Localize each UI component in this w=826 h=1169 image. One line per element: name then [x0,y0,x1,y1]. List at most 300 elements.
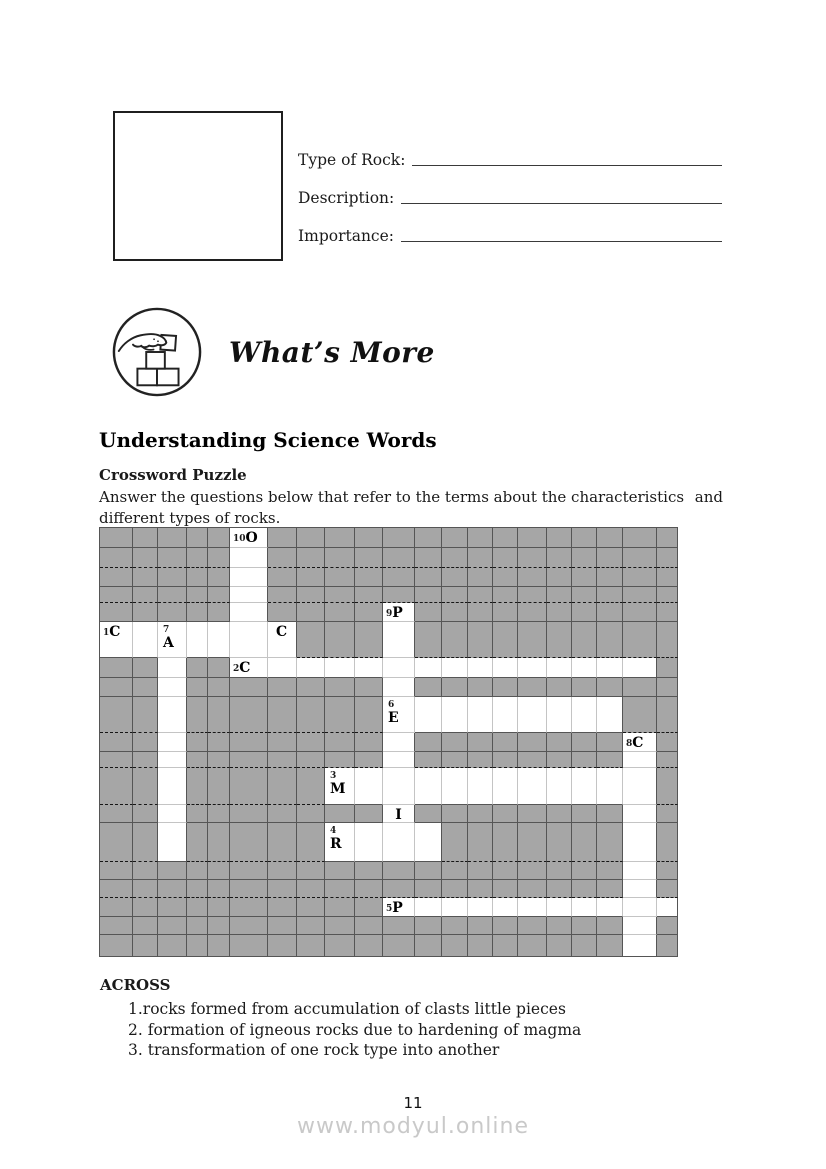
crossword-cell [518,603,547,622]
crossword-cell [297,548,325,568]
crossword-cell [187,768,208,805]
crossword-cell[interactable] [572,658,597,678]
crossword-cell [657,862,678,880]
crossword-cell [208,587,230,603]
crossword-cell [383,917,415,935]
crossword-cell [100,898,133,917]
crossword-cell[interactable] [547,697,572,733]
crossword-cell[interactable] [383,622,415,658]
crossword-cell [468,862,493,880]
crossword-cell [468,880,493,898]
crossword-cell [325,917,355,935]
crossword-cell [442,568,468,587]
crossword-cell [468,935,493,957]
crossword-cell [268,898,297,917]
crossword-cell[interactable] [230,587,268,603]
crossword-cell [442,880,468,898]
crossword-cell [415,733,442,752]
crossword-cell[interactable] [383,733,415,752]
crossword-cell [297,862,325,880]
crossword-cell [133,917,158,935]
crossword-cell [442,733,468,752]
crossword-cell[interactable] [230,528,268,548]
crossword-cell [297,898,325,917]
crossword-cell [208,603,230,622]
crossword-cell [597,733,623,752]
crossword-cell[interactable] [355,823,383,862]
crossword-cell [325,898,355,917]
crossword-cell [442,823,468,862]
crossword-cell [597,587,623,603]
crossword-cell[interactable] [383,768,415,805]
crossword-cell [268,528,297,548]
crossword-cell [657,678,678,697]
crossword-cell [442,862,468,880]
crossword-cell [468,528,493,548]
clue-number: 8 [626,739,633,749]
crossword-cell [355,880,383,898]
crossword-cell[interactable] [518,768,547,805]
crossword-cell [415,568,442,587]
crossword-cell[interactable] [415,768,442,805]
crossword-cell [572,587,597,603]
crossword-cell[interactable] [623,862,657,880]
crossword-cell [208,898,230,917]
crossword-cell[interactable] [547,768,572,805]
crossword-cell [518,862,547,880]
crossword-cell[interactable] [518,697,547,733]
crossword-cell [133,768,158,805]
crossword-cell[interactable] [325,823,355,862]
crossword-cell [297,697,325,733]
crossword-cell[interactable] [623,823,657,862]
crossword-cell[interactable] [442,768,468,805]
crossword-cell [468,805,493,823]
crossword-cell[interactable] [623,752,657,768]
hint-letter: C [276,624,288,640]
crossword-cell[interactable] [623,768,657,805]
crossword-cell [187,752,208,768]
crossword-cell[interactable] [230,658,268,678]
crossword-cell[interactable] [623,917,657,935]
crossword-cell [208,823,230,862]
crossword-cell[interactable] [268,622,297,658]
crossword-cell [493,622,518,658]
crossword-cell[interactable] [468,898,493,917]
across-title: ACROSS [100,976,171,994]
crossword-cell[interactable] [158,658,187,678]
crossword-cell[interactable] [623,658,657,678]
crossword-cell [415,935,442,957]
crossword-cell [100,568,133,587]
crossword-cell [133,603,158,622]
crossword-cell [493,548,518,568]
page-number: 11 [403,1094,423,1112]
crossword-cell [547,823,572,862]
crossword-cell [657,548,678,568]
field-blank-line[interactable] [401,202,722,204]
crossword-cell[interactable] [383,823,415,862]
crossword-cell[interactable] [230,603,268,622]
crossword-cell [187,805,208,823]
across-clue-1: 1.rocks formed from accumulation of clasts little pieces [128,1000,566,1018]
crossword-cell [187,587,208,603]
crossword-cell [355,568,383,587]
crossword-cell [572,678,597,697]
crossword-cell [572,528,597,548]
crossword-cell[interactable] [158,823,187,862]
crossword-cell [623,678,657,697]
crossword-cell [230,935,268,957]
crossword-cell [187,697,208,733]
crossword-cell [623,603,657,622]
crossword-cell [133,528,158,548]
crossword-cell[interactable] [623,880,657,898]
crossword-cell [415,622,442,658]
crossword-cell[interactable] [133,622,158,658]
crossword-cell [468,587,493,603]
crossword-cell[interactable] [158,678,187,697]
crossword-cell[interactable] [468,658,493,678]
crossword-cell[interactable] [230,548,268,568]
clue-number: 1 [103,628,110,638]
crossword-cell [100,862,133,880]
crossword-cell [657,880,678,898]
page-heading: Understanding Science Words [99,428,437,452]
crossword-cell [493,678,518,697]
crossword-cell[interactable] [518,658,547,678]
crossword-cell [208,568,230,587]
crossword-cell [355,587,383,603]
crossword-cell [230,823,268,862]
crossword-cell [355,898,383,917]
crossword-cell [208,528,230,548]
crossword-cell [325,548,355,568]
crossword-cell[interactable] [208,622,230,658]
crossword-cell [208,697,230,733]
crossword-cell [268,917,297,935]
crossword-cell[interactable] [468,697,493,733]
crossword-cell [623,548,657,568]
crossword-cell [325,697,355,733]
crossword-cell [100,528,133,548]
crossword-cell [187,823,208,862]
field-description [298,171,722,209]
crossword-cell [493,880,518,898]
crossword-cell [415,805,442,823]
crossword-cell[interactable] [442,697,468,733]
crossword-cell[interactable] [383,658,415,678]
crossword-cell [187,880,208,898]
instructions-line1 [99,487,723,508]
crossword-cell[interactable] [187,622,208,658]
crossword-cell [268,862,297,880]
crossword-cell [208,917,230,935]
crossword-cell[interactable] [415,697,442,733]
crossword-cell [442,622,468,658]
crossword-cell [297,805,325,823]
crossword-cell[interactable] [158,768,187,805]
crossword-cell[interactable] [230,622,268,658]
crossword-cell [297,528,325,548]
crossword-cell [623,622,657,658]
crossword-cell [133,898,158,917]
crossword-cell[interactable] [657,898,678,917]
crossword-cell [657,768,678,805]
crossword-cell [325,733,355,752]
crossword-cell [493,603,518,622]
crossword-cell[interactable] [518,898,547,917]
crossword-cell[interactable] [268,658,297,678]
crossword-cell [297,752,325,768]
crossword-cell [230,697,268,733]
crossword-cell[interactable] [415,898,442,917]
crossword-cell [325,528,355,548]
crossword-cell [442,548,468,568]
crossword-cell [355,528,383,548]
crossword-cell [493,823,518,862]
crossword-cell [572,823,597,862]
crossword-cell[interactable] [623,898,657,917]
crossword-cell [100,658,133,678]
crossword-cell [325,880,355,898]
crossword-cell [442,603,468,622]
crossword-cell[interactable] [597,697,623,733]
clue-number: 7 [163,625,170,635]
crossword-cell[interactable] [572,898,597,917]
crossword-cell [547,548,572,568]
crossword-cell[interactable] [468,768,493,805]
field-blank-line[interactable] [401,240,722,242]
crossword-cell [100,917,133,935]
crossword-cell [383,862,415,880]
crossword-cell[interactable] [493,697,518,733]
crossword-cell [442,587,468,603]
crossword-cell [623,528,657,548]
crossword-cell[interactable] [158,733,187,752]
crossword-cell[interactable] [355,658,383,678]
crossword-cell [158,603,187,622]
crossword-cell[interactable] [623,733,657,752]
crossword-cell[interactable] [158,622,187,658]
crossword-cell[interactable] [415,658,442,678]
crossword-cell[interactable] [493,658,518,678]
crossword-cell [133,880,158,898]
crossword-cell [187,603,208,622]
crossword-cell [158,548,187,568]
clue-number: 3 [330,771,337,781]
crossword-cell[interactable] [597,768,623,805]
crossword-cell [100,752,133,768]
crossword-cell [158,880,187,898]
rock-image-box [113,111,283,261]
crossword-cell [468,548,493,568]
crossword-cell[interactable] [547,898,572,917]
crossword-cell [415,752,442,768]
crossword-cell [133,658,158,678]
crossword-cell [657,823,678,862]
crossword-cell [597,678,623,697]
crossword-grid [99,527,678,957]
crossword-cell [547,622,572,658]
crossword-cell[interactable] [597,898,623,917]
crossword-cell [133,678,158,697]
crossword-cell[interactable] [325,658,355,678]
crossword-cell[interactable] [547,658,572,678]
crossword-cell [547,678,572,697]
hint-letter: O [245,530,258,546]
crossword-cell [383,548,415,568]
crossword-cell [268,678,297,697]
crossword-cell[interactable] [158,697,187,733]
crossword-cell [518,548,547,568]
crossword-cell [268,880,297,898]
crossword-cell [268,587,297,603]
crossword-cell[interactable] [442,898,468,917]
clue-number: 10 [233,534,246,544]
crossword-cell [133,697,158,733]
crossword-cell [468,568,493,587]
crossword-cell [208,935,230,957]
crossword-cell [158,917,187,935]
crossword-cell [623,587,657,603]
crossword-cell [268,768,297,805]
crossword-cell [297,568,325,587]
crossword-cell [355,862,383,880]
crossword-cell [415,917,442,935]
crossword-cell[interactable] [493,768,518,805]
crossword-cell [415,587,442,603]
crossword-cell [297,768,325,805]
crossword-subheading: Crossword Puzzle [99,466,247,484]
crossword-cell [355,548,383,568]
crossword-cell [657,733,678,752]
crossword-cell [133,935,158,957]
crossword-cell [158,587,187,603]
crossword-cell [355,733,383,752]
crossword-cell [468,622,493,658]
crossword-cell[interactable] [230,568,268,587]
hint-letter: M [330,781,346,797]
crossword-cell [547,603,572,622]
crossword-cell [158,862,187,880]
hint-letter: E [388,710,399,726]
crossword-cell [355,935,383,957]
crossword-cell [133,568,158,587]
crossword-cell[interactable] [158,805,187,823]
crossword-cell[interactable] [442,658,468,678]
crossword-cell [657,658,678,678]
crossword-cell[interactable] [383,678,415,697]
crossword-cell [187,862,208,880]
crossword-cell[interactable] [383,697,415,733]
crossword-cell [623,697,657,733]
crossword-cell [442,678,468,697]
crossword-cell[interactable] [623,805,657,823]
crossword-cell [657,805,678,823]
crossword-cell [547,917,572,935]
crossword-cell[interactable] [383,752,415,768]
section-title: What’s More [229,335,435,369]
crossword-cell[interactable] [383,898,415,917]
crossword-cell [657,917,678,935]
crossword-cell [493,733,518,752]
crossword-cell [383,935,415,957]
crossword-cell [572,862,597,880]
crossword-cell[interactable] [325,768,355,805]
crossword-cell [297,678,325,697]
crossword-cell [547,880,572,898]
crossword-cell [657,528,678,548]
crossword-cell[interactable] [415,823,442,862]
crossword-intro [99,465,723,529]
crossword-cell [297,880,325,898]
crossword-cell [468,917,493,935]
crossword-cell [268,568,297,587]
crossword-cell [297,603,325,622]
crossword-cell [187,528,208,548]
rock-entry-section [113,111,722,261]
across-clues-section [100,976,581,1061]
crossword-cell [572,568,597,587]
crossword-cell[interactable] [572,768,597,805]
crossword-cell[interactable] [493,898,518,917]
crossword-cell [325,568,355,587]
crossword-cell[interactable] [572,697,597,733]
crossword-cell [547,587,572,603]
across-clue-2: 2. formation of igneous rocks due to hardening of magma [128,1020,582,1039]
crossword-cell [230,768,268,805]
crossword-cell [547,935,572,957]
crossword-cell [187,917,208,935]
crossword-cell [415,528,442,548]
crossword-cell[interactable] [623,935,657,957]
crossword-cell [493,862,518,880]
crossword-cell [133,805,158,823]
crossword-cell [355,752,383,768]
crossword-cell [100,880,133,898]
crossword-cell [572,880,597,898]
crossword-cell [268,733,297,752]
crossword-cell [158,528,187,548]
crossword-cell [657,603,678,622]
crossword-cell [230,917,268,935]
crossword-cell [230,678,268,697]
crossword-cell [208,733,230,752]
crossword-cell [133,752,158,768]
crossword-cell[interactable] [100,622,133,658]
crossword-cell [268,752,297,768]
crossword-cell [657,697,678,733]
crossword-cell [415,862,442,880]
crossword-cell [355,622,383,658]
crossword-cell [230,752,268,768]
crossword-cell [208,805,230,823]
crossword-cell[interactable] [297,658,325,678]
crossword-cell [547,805,572,823]
crossword-cell[interactable] [383,805,415,823]
crossword-cell [158,935,187,957]
crossword-cell[interactable] [158,752,187,768]
field-blank-line[interactable] [412,164,722,166]
crossword-cell [268,548,297,568]
crossword-cell [383,587,415,603]
crossword-cell[interactable] [355,768,383,805]
crossword-cell[interactable] [597,658,623,678]
watermark: www.modyul.online [297,1114,529,1139]
crossword-cell [325,678,355,697]
crossword-cell[interactable] [383,603,415,622]
